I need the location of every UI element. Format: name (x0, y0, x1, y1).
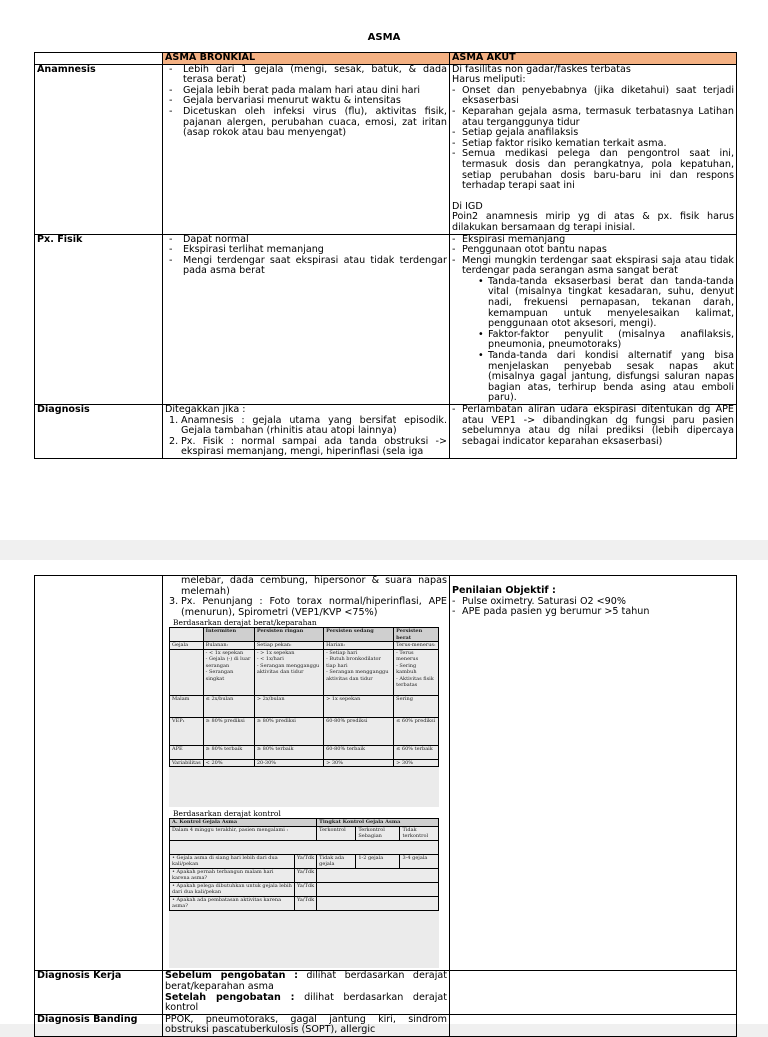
severity-cell: Sering (394, 695, 439, 717)
diagnosis-akut-cell (450, 405, 737, 459)
row-diagnosis-banding (35, 1014, 737, 1036)
bullet-item: • Tanda-tanda dari kondisi alternatif yang bisa menjelaskan penyebab sesak napas akut (misalnya gagal jantung, disfungsi saluran napas bagian atas, terhirup benda asing atau emboli paru). (478, 351, 734, 404)
after-label: Setelah pengobatan : (165, 991, 295, 1003)
diagnosis-list-continued (165, 597, 447, 618)
control-level: Terkontrol Sebagian (356, 826, 400, 840)
control-question: • Gejala asma di siang hari lebih dari dua kali/pekan (170, 854, 295, 868)
control-answer: Ya/Tdk (295, 854, 317, 868)
after-text: dilihat berdasarkan derajat kontrol (165, 991, 447, 1014)
list-item: - Perlambatan aliran udara ekspirasi ditentukan dg APE atau VEP1 -> dibandingkan dg fungsi paru pasien sebelumnya atau dg nilai prediksi (lebih dipercaya sebagai indicator keparahan eksaserbasi) (452, 405, 734, 447)
anamnesis-bronkial-list (165, 65, 447, 139)
diagnosis-banding-cell: PPOK, pneumotoraks, gagal jantung kiri, sindrom obstruksi pascatuberkulosis (SOPT), allergic (163, 1014, 450, 1036)
penilaian-list (452, 597, 734, 618)
list-item: - Gejala bervariasi menurut waktu & intensitas (165, 96, 447, 107)
control-score: Tidak ada gejala (317, 854, 356, 868)
diagnosis-kerja-before (165, 971, 447, 992)
diagnosis-bronkial-cell (163, 405, 450, 459)
before-text: dilihat berdasarkan derajat berat/keparahan asma (165, 970, 447, 992)
question-text: Apakah pelega dibutuhkan untuk gejala lebih dari dua kali/pekan (172, 882, 292, 896)
row-anamnesis (35, 64, 737, 234)
list-item: - Ekspirasi terlihat memanjang (165, 245, 447, 256)
list-item (452, 256, 734, 277)
before-label: Sebelum pengobatan : (165, 970, 298, 982)
severity-row-label (170, 649, 204, 695)
list-item: - Lebih dari 1 gejala (mengi, sesak, batuk, & dada terasa berat) (165, 65, 447, 86)
severity-cell: - Terus menerus - Sering kambuh - Aktivitas fisik terbatas (394, 649, 439, 695)
control-sub-row (170, 826, 439, 840)
row-diagnosis (35, 405, 737, 459)
empty-cell (450, 971, 737, 1014)
severity-cell: ≥ 80% prediksi (254, 717, 323, 745)
empty-cell (317, 868, 439, 882)
list-item: - Pulse oximetry. Saturasi O2 <90% (452, 597, 734, 608)
severity-cell: Setiap pekan: (254, 642, 323, 650)
list-item: - Dicetuskan oleh infeksi virus (flu), aktivitas fisik, pajanan alergen, perubahan cuaca, emosi, zat iritan (asap rokok atau bau menyengat) (165, 107, 447, 139)
control-header-row (170, 819, 439, 827)
item-number: 2. (169, 435, 179, 447)
severity-row (170, 695, 439, 717)
severity-cell: > 1x sepekan (324, 695, 394, 717)
row-diagnosis-kerja (35, 971, 737, 1014)
list-item: - Onset dan penyebabnya (jika diketahui) saat terjadi eksaserbasi (452, 86, 734, 107)
control-header-left: A. Kontrol Gejala Asma (170, 819, 317, 827)
item-number: 1. (169, 414, 179, 426)
list-item: - Keparahan gejala asma, termasuk terbatasnya Latihan atau terganggunya tidur (452, 107, 734, 128)
control-answer: Ya/Tdk (295, 868, 317, 882)
severity-row (170, 759, 439, 767)
row-diagnosis-continued (35, 576, 737, 971)
penilaian-title: Penilaian Objektif : (452, 585, 556, 596)
severity-row (170, 649, 439, 695)
control-table (169, 818, 439, 911)
severity-row (170, 717, 439, 745)
anamnesis-akut-intro-2: Harus meliputi: (452, 74, 526, 86)
header-empty-cell (35, 53, 163, 65)
header-asma-akut: ASMA AKUT (450, 53, 737, 65)
severity-header-cell: Intermiten (203, 628, 254, 642)
diagnosis-bronkial-continued-cell (163, 576, 450, 971)
px-fisik-akut-bullets (452, 277, 734, 404)
severity-caption: Berdasarkan derajat berat/keparahan (173, 618, 317, 628)
control-question-row (170, 854, 439, 868)
severity-cell: ≥ 80% terbaik (203, 745, 254, 759)
list-item (169, 414, 447, 437)
list-item: - Setiap faktor risiko kematian terkait asma. (452, 139, 734, 150)
severity-row-label: Gejala (170, 642, 204, 650)
item-text: Px. Penunjang : Foto torax normal/hiperinflasi, APE (menurun), Spirometri (VEP1/KVP <75%) (181, 596, 447, 618)
anamnesis-bronkial-cell (163, 64, 450, 234)
anamnesis-akut-list (452, 86, 734, 192)
control-score: 1-2 gejala (356, 854, 400, 868)
severity-cell: Harian: (324, 642, 394, 650)
control-question: • Apakah ada pembatasan aktivitas karena asma? (170, 896, 295, 910)
px-fisik-bronkial-cell (163, 234, 450, 405)
anamnesis-akut-cell (450, 64, 737, 234)
severity-header-row (170, 628, 439, 642)
control-answer: Ya/Tdk (295, 882, 317, 896)
control-question-row (170, 896, 439, 910)
empty-cell (317, 882, 439, 896)
label-anamnesis: Anamnesis (35, 64, 163, 234)
severity-cell: > 30% (324, 759, 394, 767)
empty-cell (317, 896, 439, 910)
diagnosis-list (165, 416, 447, 458)
control-table-image (169, 818, 439, 968)
label-diagnosis-kerja: Diagnosis Kerja (35, 971, 163, 1014)
igd-label: Di IGD (452, 200, 483, 212)
severity-cell: ≤ 2x/bulan (203, 695, 254, 717)
control-question-row (170, 868, 439, 882)
list-item: - Setiap gejala anafilaksis (452, 128, 734, 139)
list-item: - APE pada pasien yg berumur >5 tahun (452, 607, 734, 618)
label-diagnosis: Diagnosis (35, 405, 163, 459)
severity-cell: 20-30% (254, 759, 323, 767)
row-px-fisik (35, 234, 737, 405)
asthma-table-part-1 (34, 52, 737, 459)
px-fisik-bronkial-list (165, 235, 447, 277)
control-level: Tidak terkontrol (400, 826, 439, 840)
severity-row (170, 745, 439, 759)
control-score: 3-4 gejala (400, 854, 439, 868)
list-item (169, 435, 447, 458)
list-item: - Gejala lebih berat pada malam hari atau dini hari (165, 86, 447, 97)
px-fisik-akut-cell (450, 234, 737, 405)
severity-cell: ≥ 80% prediksi (203, 717, 254, 745)
control-question-row (170, 882, 439, 896)
control-answer: Ya/Tdk (295, 896, 317, 910)
control-header-right: Tingkat Kontrol Gejala Asma (317, 819, 439, 827)
question-text: Apakah ada pembatasan aktivitas karena asma? (172, 896, 282, 910)
header-asma-bronkial: ASMA BRONKIAL (163, 53, 450, 65)
label-diagnosis-banding: Diagnosis Banding (35, 1014, 163, 1036)
severity-cell: Bulanan: (203, 642, 254, 650)
severity-row-label: Malam (170, 695, 204, 717)
question-text: Apakah pernah terbangun malam hari karena asma? (172, 868, 274, 882)
control-level: Terkontrol (317, 826, 356, 840)
control-caption: Berdasarkan derajat kontrol (173, 809, 281, 819)
label-empty-cell (35, 576, 163, 971)
item-text: Anamnesis : gejala utama yang bersifat episodik. Gejala tambahan (rhinitis atau atopi lainnya) (181, 414, 447, 437)
diagnosis-intro: Ditegakkan jika : (165, 404, 246, 415)
list-item: - Semua medikasi pelega dan pengontrol saat ini, termasuk dosis dan perangkatnya, pola kepatuhan, setiap perubahan dosis baru-baru ini dan respons terhadap terapi saat ini (452, 149, 734, 191)
severity-row (170, 642, 439, 650)
question-text: Gejala asma di siang hari lebih dari dua kali/pekan (172, 854, 278, 868)
item-text: Px. Fisik : normal sampai ada tanda obstruksi -> ekspirasi memanjang, mengi, hiperinflasi (sela iga (181, 435, 447, 458)
severity-cell: ≥ 80% terbaik (254, 745, 323, 759)
severity-header-cell: Persisten ringan (254, 628, 323, 642)
severity-cell: > 30% (394, 759, 439, 767)
list-item: - Ekspirasi memanjang (452, 235, 734, 246)
severity-cell: 60-80% terbaik (324, 745, 394, 759)
list-item (169, 596, 447, 618)
severity-cell: > 2x/bulan (254, 695, 323, 717)
severity-header-cell: Persisten sedang (324, 628, 394, 642)
igd-text: Poin2 anamnesis mirip yg di atas & px. fisik harus dilakukan bersamaan dg terapi inisial. (452, 211, 734, 233)
empty-cell (450, 1014, 737, 1036)
list-item: - Dapat normal (165, 235, 447, 246)
severity-table-image (169, 627, 439, 807)
penilaian-objektif-cell (450, 576, 737, 971)
severity-cell: Terus-menerus: (394, 642, 439, 650)
anamnesis-akut-intro: Di fasilitas non gadar/faskes terbatas (452, 63, 631, 75)
severity-cell: < 20% (203, 759, 254, 767)
diagnosis-akut-list (452, 405, 734, 447)
bullet-item: • Faktor-faktor penyulit (misalnya anafilaksis, pneumonia, pneumotoraks) (478, 330, 734, 351)
spacer-row (170, 840, 439, 854)
control-question: • Apakah pernah terbangun malam hari karena asma? (170, 868, 295, 882)
severity-cell: - > 1x sepekan - < 1x/hari - Serangan mengganggu aktivitas dan tidur (254, 649, 323, 695)
diagnosis-continued-text: melebar, dada cembung, hipersonor & suara napas melemah) (181, 575, 447, 597)
severity-row-label: VEP₁ (170, 717, 204, 745)
spacer-cell (170, 840, 439, 854)
severity-cell: - < 1x sepekan - Gejala (-) di luar serangan - Serangan singkat (203, 649, 254, 695)
severity-cell: - Setiap hari - Butuh bronkodilator tiap hari - Serangan mengganggu aktivitas dan tidur (324, 649, 394, 695)
list-item-text: Mengi mungkin terdengar saat ekspirasi saja atau tidak terdengar pada serangan asma sangat berat (462, 254, 734, 277)
severity-cell: 60-80% prediksi (324, 717, 394, 745)
severity-row-label: APE (170, 745, 204, 759)
severity-cell: ≤ 60% prediksi (394, 717, 439, 745)
bullet-item: • Tanda-tanda eksaserbasi berat dan tanda-tanda vital (misalnya tingkat kesadaran, suhu, denyut nadi, frekuensi pernapasan, tekanan darah, kemampuan untuk menyelesaikan kalimat, penggunaan otot aksesori, mengi). (478, 277, 734, 330)
severity-row-label: Variabilitas (170, 759, 204, 767)
diagnosis-kerja-cell (163, 971, 450, 1014)
px-fisik-akut-list (452, 235, 734, 277)
asthma-table-part-2 (34, 575, 737, 1037)
item-number: 3. (169, 596, 179, 608)
label-px-fisik: Px. Fisik (35, 234, 163, 405)
list-item: - Penggunaan otot bantu napas (452, 245, 734, 256)
table-header-row (35, 53, 737, 65)
severity-table (169, 627, 439, 767)
list-item: - Mengi terdengar saat ekspirasi atau tidak terdengar pada asma berat (165, 256, 447, 277)
control-question: • Apakah pelega dibutuhkan untuk gejala lebih dari dua kali/pekan (170, 882, 295, 896)
severity-cell: ≤ 60% terbaik (394, 745, 439, 759)
severity-header-cell (170, 628, 204, 642)
diagnosis-kerja-after (165, 993, 447, 1014)
document-title: ASMA (367, 32, 401, 43)
severity-header-cell: Persisten berat (394, 628, 439, 642)
control-sub-left: Dalam 4 minggu terakhir, pasien mengalami : (170, 826, 317, 840)
